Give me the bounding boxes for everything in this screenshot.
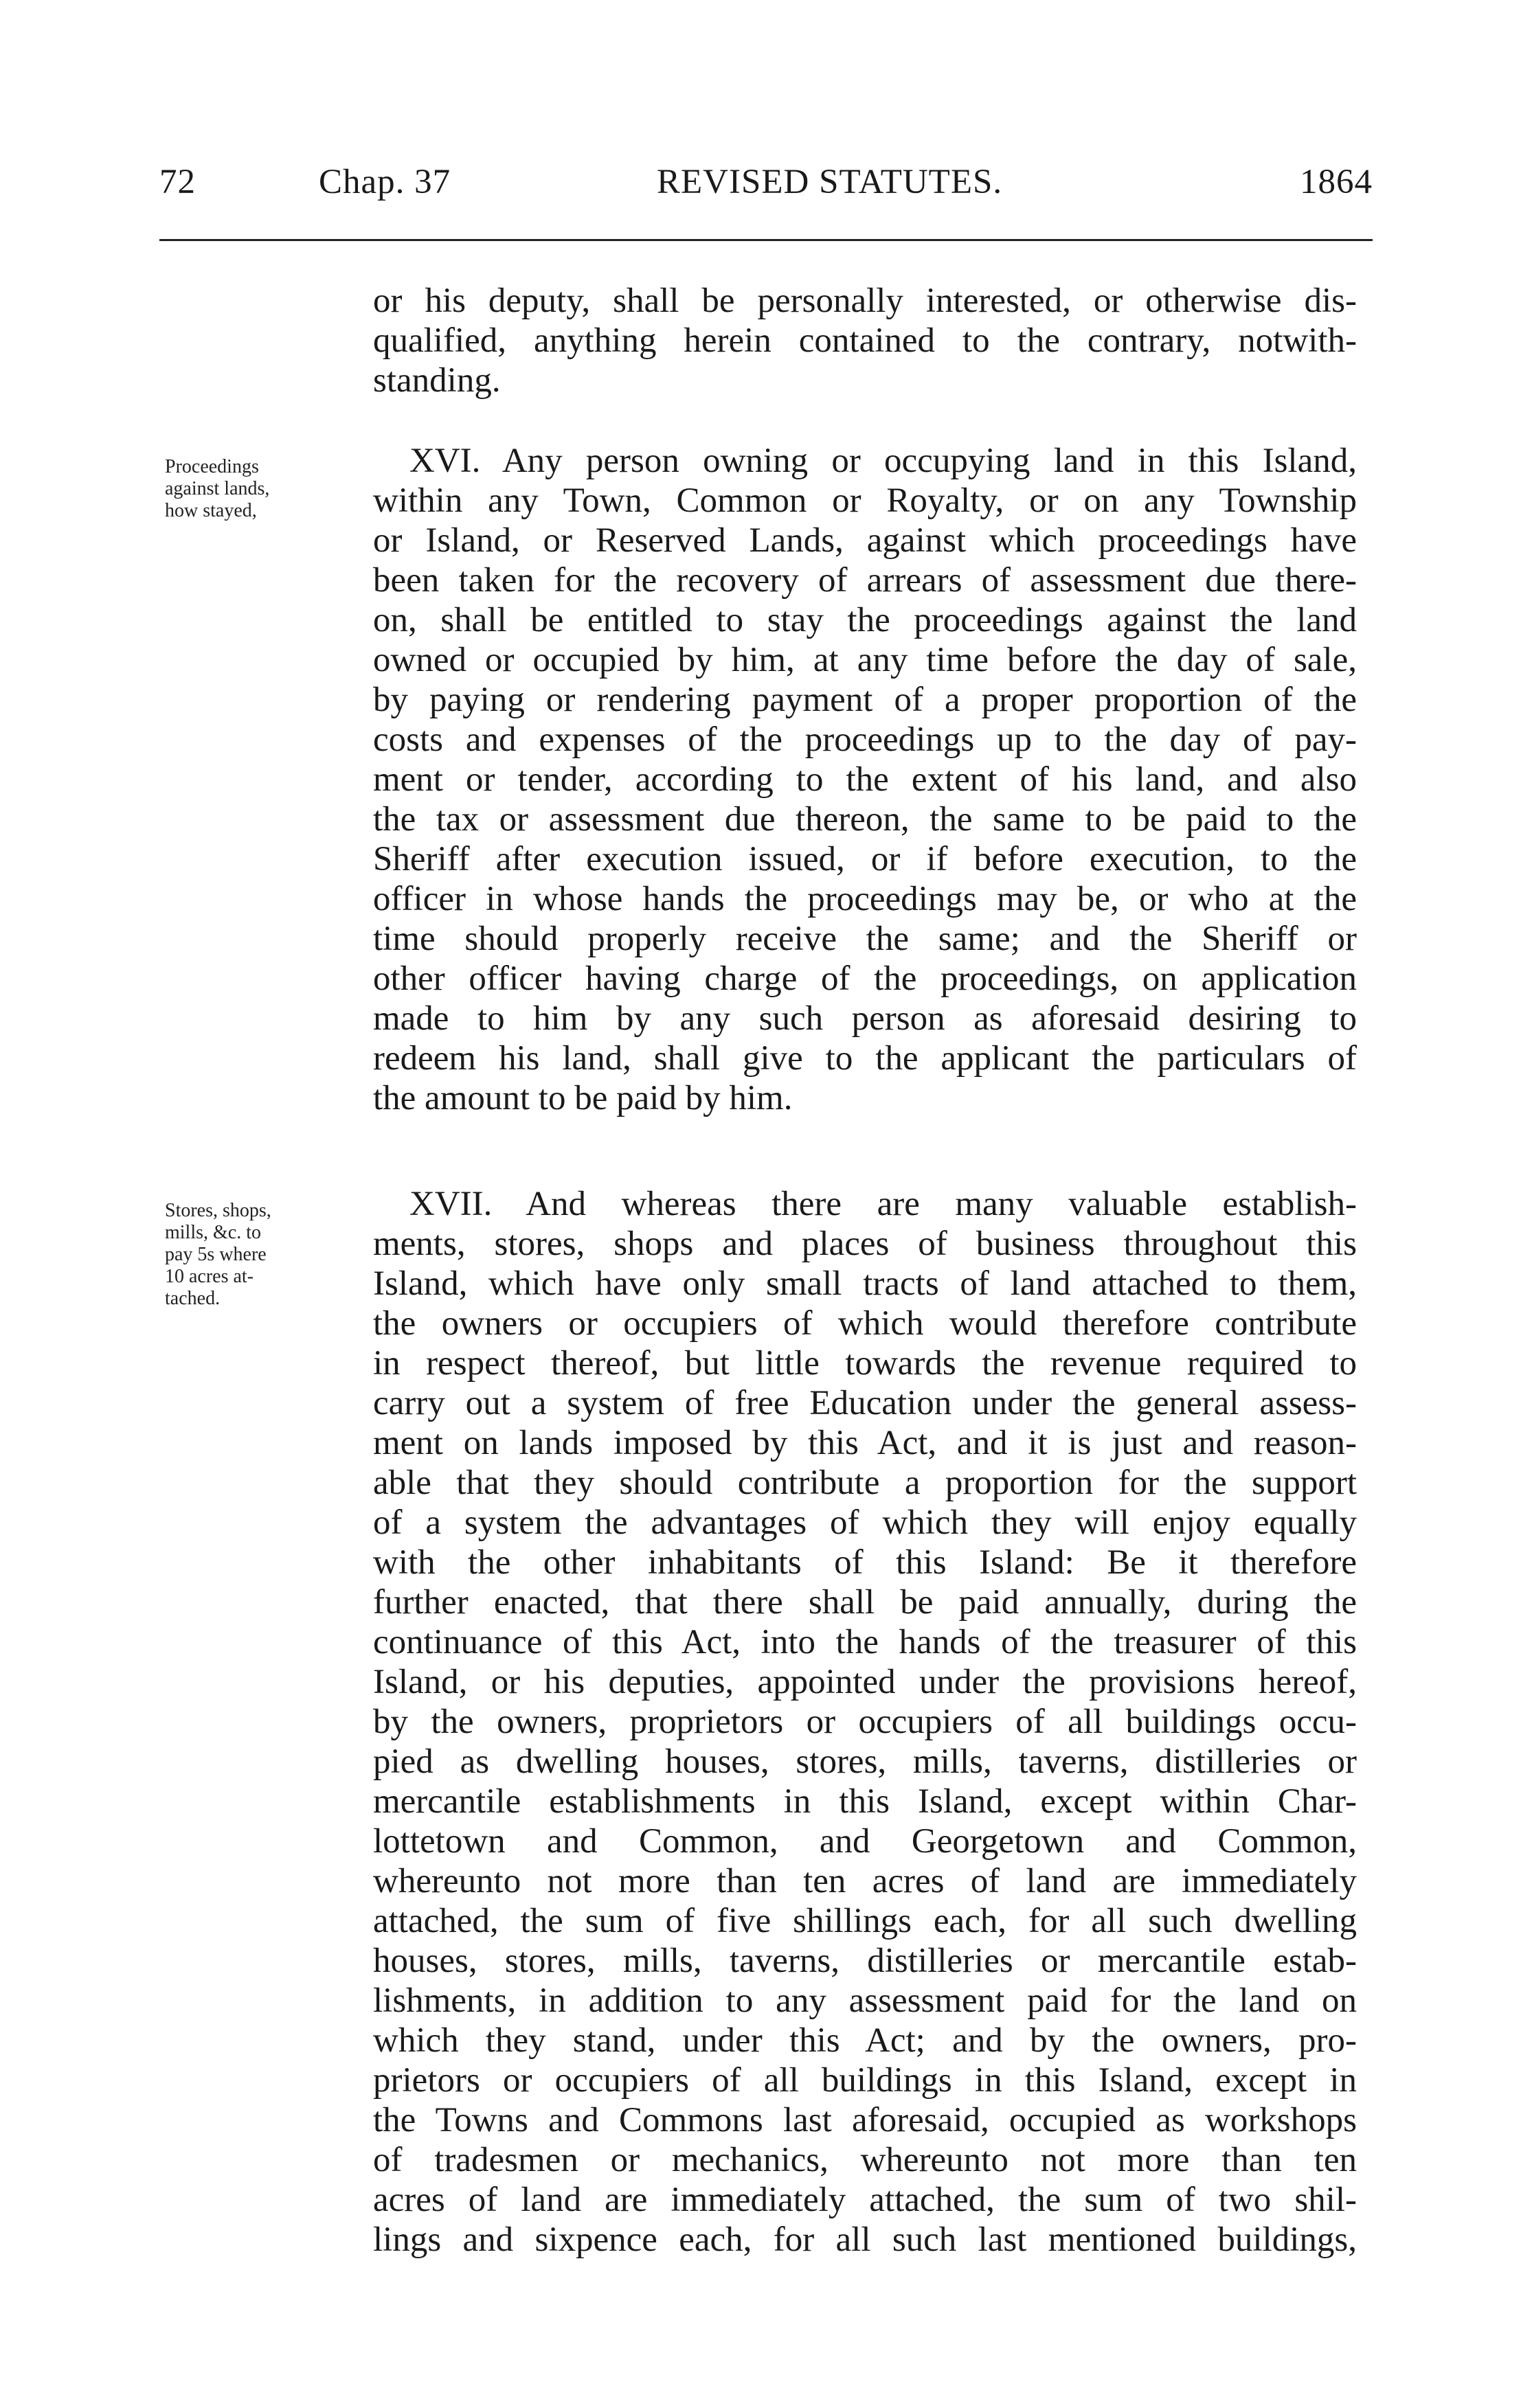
section-xvii-line: lishments, in addition to any assessment paid for the land on xyxy=(373,1981,1357,2020)
section-xvii-line: ments, stores, shops and places of business throughout this xyxy=(373,1225,1357,1263)
page-number: 72 xyxy=(159,163,196,201)
section-xvii-line: able that they should contribute a proportion for the support xyxy=(373,1464,1357,1502)
section-xvii-line: pied as dwelling houses, stores, mills, taverns, distilleries or xyxy=(373,1742,1357,1781)
margin-note-xvii: mills, &c. to xyxy=(165,1222,261,1243)
section-xvi-line: time should properly receive the same; and the Sheriff or xyxy=(373,920,1357,958)
section-xvii-line: of a system the advantages of which they will enjoy equally xyxy=(373,1503,1357,1542)
section-xvi-line: costs and expenses of the proceedings up to the day of pay- xyxy=(373,720,1357,759)
margin-note-xvii: tached. xyxy=(165,1288,221,1309)
section-xvi-line: by paying or rendering payment of a proper proportion of the xyxy=(373,681,1357,719)
margin-note-xvii: 10 acres at- xyxy=(165,1266,254,1287)
section-xvi-line: owned or occupied by him, at any time before the day of sale, xyxy=(373,641,1357,679)
section-xvii-line: XVII. And whereas there are many valuable establish- xyxy=(409,1185,1357,1223)
section-xvi-line: other officer having charge of the proceedings, on application xyxy=(373,959,1357,998)
margin-note-xvi: Proceedings xyxy=(165,456,259,477)
intro-line: standing. xyxy=(373,361,501,400)
section-xvi-line: ment or tender, according to the extent of his land, and also xyxy=(373,760,1357,799)
section-xvii-line: prietors or occupiers of all buildings in this Island, except in xyxy=(373,2061,1357,2100)
section-xvi-line: within any Town, Common or Royalty, or on any Township xyxy=(373,481,1357,520)
section-xvi-line: or Island, or Reserved Lands, against which proceedings have xyxy=(373,521,1357,560)
section-xvii-line: carry out a system of free Education under the general assess- xyxy=(373,1384,1357,1422)
header-rule xyxy=(159,239,1373,241)
section-xvii-line: acres of land are immediately attached, the sum of two shil- xyxy=(373,2181,1357,2219)
running-header xyxy=(159,162,1373,210)
section-xvii-line: mercantile establishments in this Island, except within Char- xyxy=(373,1782,1357,1821)
margin-note-xvii: Stores, shops, xyxy=(165,1200,271,1221)
section-xvii-line: continuance of this Act, into the hands of the treasurer of this xyxy=(373,1623,1357,1661)
section-xvii-line: which they stand, under this Act; and by the owners, pro- xyxy=(373,2021,1357,2060)
header-year: 1864 xyxy=(1300,163,1373,201)
section-xvii-line: ment on lands imposed by this Act, and it is just and reason- xyxy=(373,1424,1357,1462)
section-xvii-line: Island, or his deputies, appointed under the provisions hereof, xyxy=(373,1663,1357,1701)
section-xvii-line: the owners or occupiers of which would therefore contribute xyxy=(373,1304,1357,1343)
section-xvi-line: XVI. Any person owning or occupying land in this Island, xyxy=(409,442,1357,480)
section-xvii-line: with the other inhabitants of this Island: Be it therefore xyxy=(373,1543,1357,1582)
section-xvii-line: the Towns and Commons last aforesaid, occupied as workshops xyxy=(373,2101,1357,2139)
section-xvi-line: the tax or assessment due thereon, the same to be paid to the xyxy=(373,800,1357,839)
section-xvii-line: of tradesmen or mechanics, whereunto not more than ten xyxy=(373,2141,1357,2179)
section-xvii-line: whereunto not more than ten acres of land are immediately xyxy=(373,1862,1357,1900)
section-xvi-line: the amount to be paid by him. xyxy=(373,1079,793,1117)
section-xvi-line: Sheriff after execution issued, or if before execution, to the xyxy=(373,840,1357,878)
section-xvii-line: lings and sixpence each, for all such last mentioned buildings, xyxy=(373,2220,1357,2259)
section-xvi-line: made to him by any such person as aforesaid desiring to xyxy=(373,999,1357,1038)
intro-line: qualified, anything herein contained to the contrary, notwith- xyxy=(373,321,1357,360)
section-xvii-line: in respect thereof, but little towards the revenue required to xyxy=(373,1344,1357,1383)
section-xvii-line: lottetown and Common, and Georgetown and Common, xyxy=(373,1822,1357,1861)
margin-note-xvi: against lands, xyxy=(165,478,270,499)
header-title: REVISED STATUTES. xyxy=(657,163,1003,201)
section-xvii-line: by the owners, proprietors or occupiers of all buildings occu- xyxy=(373,1703,1357,1741)
section-xvi-line: on, shall be entitled to stay the proceedings against the land xyxy=(373,601,1357,639)
intro-line: or his deputy, shall be personally interested, or otherwise dis- xyxy=(373,282,1357,320)
section-xvii-line: houses, stores, mills, taverns, distilleries or mercantile estab- xyxy=(373,1942,1357,1980)
section-xvi-line: been taken for the recovery of arrears of assessment due there- xyxy=(373,561,1357,600)
chapter-label: Chap. 37 xyxy=(319,163,451,201)
margin-note-xvi: how stayed, xyxy=(165,500,257,521)
section-xvi-line: officer in whose hands the proceedings may be, or who at the xyxy=(373,880,1357,918)
section-xvi-line: redeem his land, shall give to the applicant the particulars of xyxy=(373,1039,1357,1078)
section-xvii-line: Island, which have only small tracts of land attached to them, xyxy=(373,1264,1357,1303)
margin-note-xvii: pay 5s where xyxy=(165,1244,267,1265)
section-xvii-line: attached, the sum of five shillings each, for all such dwelling xyxy=(373,1902,1357,1940)
section-xvii-line: further enacted, that there shall be paid annually, during the xyxy=(373,1583,1357,1622)
